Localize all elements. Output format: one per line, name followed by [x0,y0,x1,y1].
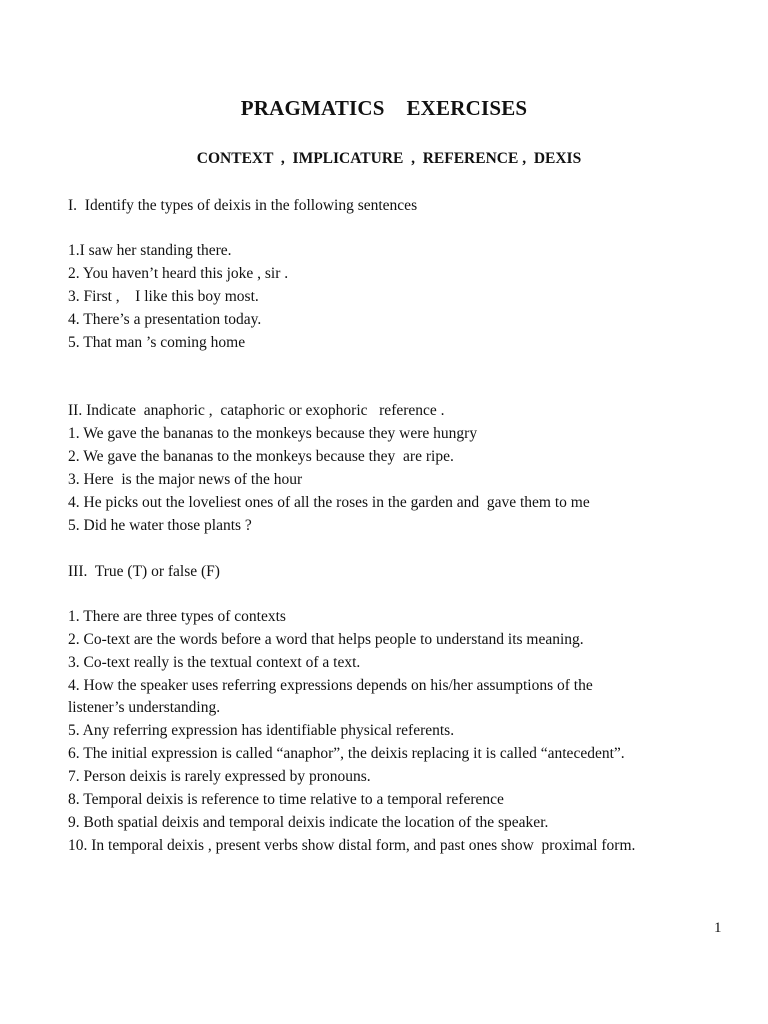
page-subtitle: CONTEXT , IMPLICATURE , REFERENCE , DEXIS [196,150,582,167]
list-item: 5. Any referring expression has identifiable physical referents. [68,722,455,739]
list-item: 2. Co-text are the words before a word that helps people to understand its meaning. [68,631,584,648]
list-item: 4. How the speaker uses referring expressions depends on his/her assumptions of the [68,677,593,694]
list-item: 1. We gave the bananas to the monkeys because they were hungry [68,425,478,442]
list-item: 2. You haven’t heard this joke , sir . [68,265,289,282]
list-item: 1.I saw her standing there. [68,242,232,259]
list-item: 1. There are three types of contexts [68,608,286,625]
list-item: listener’s understanding. [68,699,221,716]
list-item: 5. That man ’s coming home [68,334,246,351]
page-title: PRAGMATICS EXERCISES [240,96,528,120]
section-heading-1: I. Identify the types of deixis in the following sentences [68,197,418,214]
list-item: 8. Temporal deixis is reference to time relative to a temporal reference [68,791,504,808]
list-item: 9. Both spatial deixis and temporal deixis indicate the location of the speaker. [68,814,549,831]
section-heading-3: III. True (T) or false (F) [68,563,220,580]
list-item: 2. We gave the bananas to the monkeys because they are ripe. [68,448,454,465]
list-item: 4. He picks out the loveliest ones of all the roses in the garden and gave them to me [68,494,590,511]
list-item: 3. First , I like this boy most. [68,288,259,305]
list-item: 3. Here is the major news of the hour [68,471,303,488]
list-item: 3. Co-text really is the textual context of a text. [68,654,361,671]
section-heading-2: II. Indicate anaphoric , cataphoric or exophoric reference . [68,402,445,419]
page-number: 1 [714,920,722,936]
list-item: 6. The initial expression is called “anaphor”, the deixis replacing it is called “antecedent”. [68,745,625,762]
list-item: 10. In temporal deixis , present verbs show distal form, and past ones show proximal form. [68,837,636,854]
list-item: 7. Person deixis is rarely expressed by pronouns. [68,768,371,785]
list-item: 5. Did he water those plants ? [68,517,252,534]
list-item: 4. There’s a presentation today. [68,311,262,328]
